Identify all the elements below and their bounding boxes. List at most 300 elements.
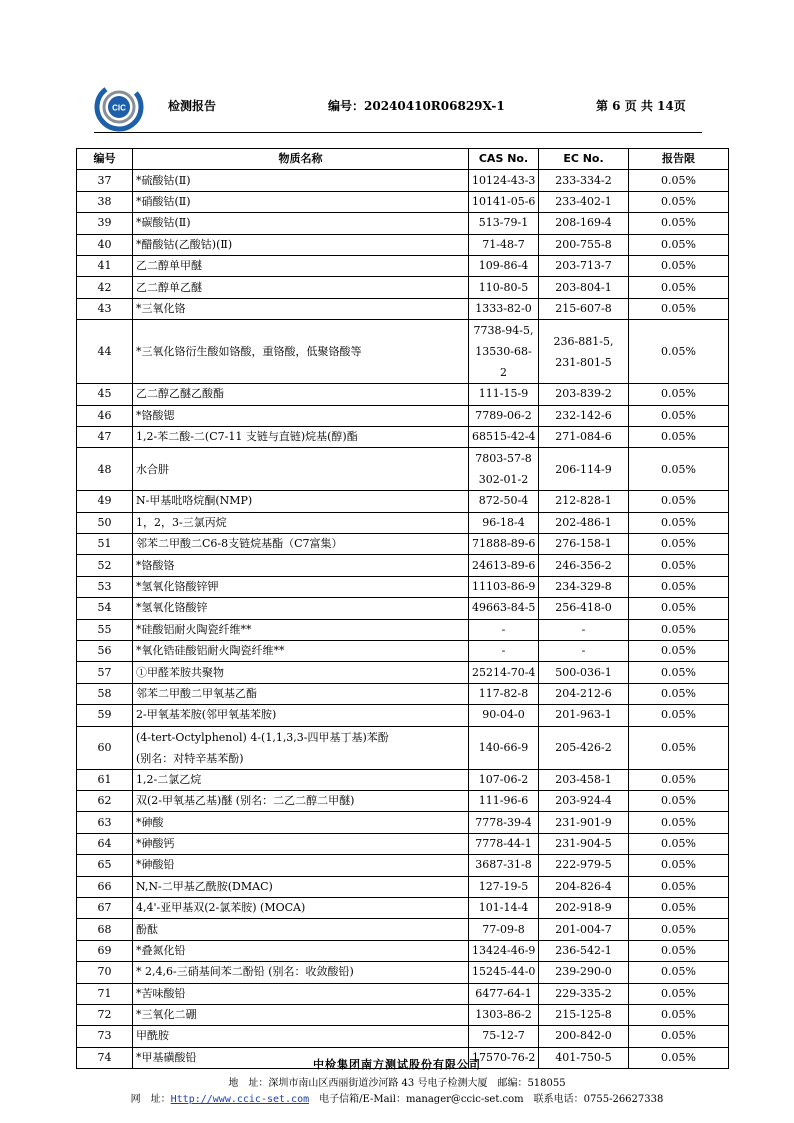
cell-number: 56 [77,641,133,662]
cell-cas-no [469,448,539,491]
cell-ec-no-line: 236-881-5, [553,334,614,348]
cell-cas-no [469,384,539,405]
cell-ec-no [539,876,629,897]
table-row [77,598,729,619]
cell-cas-no-line: 302-01-2 [478,473,529,487]
cell-number: 65 [77,855,133,876]
cell-cas-no-line: 25214-70-4 [472,665,536,679]
cell-substance-name [133,426,469,447]
cell-cas-no [469,855,539,876]
cell-ec-no-line: 201-963-1 [555,708,612,722]
cell-cas-no [469,619,539,640]
cell-substance-name [133,405,469,426]
cell-substance-name-line: 2-甲氧基苯胺(邻甲氧基苯胺) [136,708,277,722]
table-row [77,962,729,983]
cell-cas-no-line: 17570-76-2 [472,1050,536,1064]
cell-substance-name-line: 4,4'-亚甲基双(2-氯苯胺) (MOCA) [136,901,306,915]
cell-number: 51 [77,534,133,555]
cell-cas-no [469,234,539,255]
cell-cas-no [469,919,539,940]
cell-number: 37 [77,170,133,191]
col-header-limit: 报告限 [629,149,729,170]
cell-substance-name [133,962,469,983]
cell-report-limit: 0.05% [629,726,729,769]
cell-ec-no-line: 206-114-9 [555,462,612,476]
cell-report-limit: 0.05% [629,298,729,319]
cell-report-limit: 0.05% [629,790,729,811]
cell-report-limit: 0.05% [629,277,729,298]
cell-ec-no [539,555,629,576]
cell-substance-name [133,298,469,319]
cell-ec-no-line: 208-169-4 [555,216,612,230]
cell-ec-no [539,1026,629,1047]
cell-cas-no-line: 75-12-7 [482,1029,525,1043]
cell-substance-name [133,255,469,276]
cell-ec-no [539,662,629,683]
table-row [77,298,729,319]
cell-report-limit: 0.05% [629,962,729,983]
cell-cas-no [469,962,539,983]
cell-cas-no-line: 109-86-4 [478,259,529,273]
cell-substance-name-line: *三氧化铬 [136,301,186,315]
cell-ec-no-line: 233-334-2 [555,173,612,187]
cic-logo [94,82,144,132]
cell-substance-name-line: *铬酸铬 [136,558,175,572]
table-row [77,320,729,384]
cell-cas-no-line: 117-82-8 [478,687,529,700]
cell-ec-no-line: 246-356-2 [555,558,612,572]
cell-substance-name-line: 邻苯二甲酸二甲氧基乙酯 [136,687,257,700]
cell-ec-no [539,790,629,811]
cell-number: 54 [77,598,133,619]
cell-substance-name-line: *苦味酸铅 [136,986,186,1000]
footer-company: 中检集团南方测试股份有限公司 [313,1058,481,1071]
cell-report-limit: 0.05% [629,448,729,491]
cell-substance-name [133,833,469,854]
cell-cas-no-line: 96-18-4 [482,515,525,529]
cell-cas-no-line: 49663-84-5 [472,601,536,615]
col-header-name: 物质名称 [133,149,469,170]
table-row [77,619,729,640]
cell-ec-no [539,448,629,491]
cell-report-limit: 0.05% [629,405,729,426]
cell-report-limit: 0.05% [629,191,729,212]
cell-ec-no [539,619,629,640]
cell-substance-name-line: *氢氧化铬酸锌钾 [136,580,219,594]
cell-substance-name-line: ①甲醛苯胺共聚物 [136,665,224,679]
report-title: 检测报告 [168,99,217,113]
cell-substance-name-line: *氧化锆硅酸铝耐火陶瓷纤维** [136,644,285,658]
cell-number: 64 [77,833,133,854]
cell-ec-no-line: 215-607-8 [555,301,612,315]
logo-text: CIC [112,103,126,113]
cell-ec-no [539,705,629,726]
cell-cas-no-line: 11103-86-9 [472,580,536,594]
cell-cas-no-line: 111-15-9 [478,387,529,401]
cell-ec-no-line: 203-458-1 [555,772,612,786]
cell-cas-no [469,812,539,833]
cell-cas-no [469,1004,539,1025]
cell-ec-no-line: 271-084-6 [555,430,612,444]
table-row [77,1026,729,1047]
cell-cas-no-line: 71-48-7 [482,237,525,251]
cell-ec-no-line: 401-750-5 [555,1050,612,1064]
cell-cas-no [469,897,539,918]
cell-cas-no-line: 10124-43-3 [472,173,536,187]
table-row [77,833,729,854]
cell-substance-name-line: N-甲基吡咯烷酮(NMP) [136,494,253,508]
cell-substance-name-line: * 2,4,6-三硝基间苯二酚铅 (别名：收敛酸铅) [136,965,354,979]
cell-cas-no [469,170,539,191]
cell-ec-no [539,919,629,940]
cell-cas-no [469,213,539,234]
table-row [77,726,729,769]
cell-cas-no [469,662,539,683]
cell-ec-no [539,641,629,662]
cell-ec-no-line: 231-901-9 [555,815,612,829]
cell-report-limit: 0.05% [629,491,729,512]
cell-number: 46 [77,405,133,426]
cell-number: 57 [77,662,133,683]
cell-report-limit: 0.05% [629,384,729,405]
cell-ec-no [539,962,629,983]
cell-ec-no-line: 276-158-1 [555,537,612,551]
cell-ec-no-line: 256-418-0 [555,601,612,615]
footer-contact-info: 电子信箱/E-Mail：manager@ccic-set.com 联系电话：0755-26627338 [309,1094,664,1105]
table-row [77,512,729,533]
cell-substance-name-line: 邻苯二甲酸二C6-8支链烷基酯（C7富集） [136,537,343,551]
cell-report-limit: 0.05% [629,940,729,961]
cell-substance-name-line: 水合肼 [136,462,169,476]
cell-substance-name [133,448,469,491]
cell-substance-name-line: 酚酞 [136,922,158,936]
cell-report-limit: 0.05% [629,641,729,662]
cell-number: 69 [77,940,133,961]
cell-substance-name [133,619,469,640]
col-header-ec: EC No. [539,149,629,170]
cell-ec-no-line: 202-918-9 [555,901,612,915]
cell-report-limit: 0.05% [629,255,729,276]
cell-cas-no-line: 13530-68-2 [475,345,532,380]
cell-substance-name-line: 1,2-二氯乙烷 [136,772,202,786]
cell-cas-no-line: 90-04-0 [482,708,525,722]
cell-number: 39 [77,213,133,234]
cell-ec-no-line: 222-979-5 [555,858,612,872]
cell-substance-name [133,919,469,940]
cell-ec-no [539,683,629,704]
table-row [77,940,729,961]
cell-cas-no-line: 15245-44-0 [472,965,536,979]
table-row [77,769,729,790]
cell-ec-no-line: 201-004-7 [555,922,612,936]
table-row [77,897,729,918]
cell-ec-no [539,897,629,918]
cell-cas-no [469,555,539,576]
cell-substance-name [133,384,469,405]
cell-substance-name [133,598,469,619]
cell-substance-name [133,683,469,704]
cell-report-limit: 0.05% [629,213,729,234]
table-row [77,705,729,726]
cell-ec-no-line: 203-804-1 [555,280,612,294]
cell-ec-no-line: - [581,622,586,636]
cell-substance-name-line: *三氧化二硼 [136,1008,197,1022]
cell-number: 60 [77,726,133,769]
table-row [77,812,729,833]
cell-substance-name-line: N,N-二甲基乙酰胺(DMAC) [136,879,273,893]
table-row [77,170,729,191]
cell-number: 70 [77,962,133,983]
cell-cas-no-line: 7738-94-5, [473,324,534,338]
cell-substance-name-line: *三氧化铬衍生酸如铬酸，重铬酸，低聚铬酸等 [136,345,362,359]
cell-report-limit: 0.05% [629,1026,729,1047]
cell-number: 41 [77,255,133,276]
cell-substance-name [133,534,469,555]
cell-substance-name-line: *硫酸钴(Ⅱ) [136,173,191,187]
table-row [77,405,729,426]
cell-number: 61 [77,769,133,790]
cell-number: 67 [77,897,133,918]
cell-substance-name [133,769,469,790]
cell-ec-no-line: 233-402-1 [555,194,612,208]
cell-cas-no [469,298,539,319]
cell-ec-no-line: 203-839-2 [555,387,612,401]
cell-cas-no-line: - [501,622,506,636]
cell-number: 74 [77,1047,133,1068]
cell-cas-no [469,405,539,426]
cell-substance-name [133,662,469,683]
cell-ec-no [539,234,629,255]
cell-ec-no [539,1004,629,1025]
cell-report-limit: 0.05% [629,234,729,255]
cell-cas-no [469,683,539,704]
cell-substance-name [133,277,469,298]
cell-cas-no-line: 71888-89-6 [472,537,536,551]
table-row [77,491,729,512]
footer-address: 地 址：深圳市南山区西丽街道沙河路 43 号电子检测大厦 邮编：518055 [228,1078,566,1089]
cell-substance-name [133,897,469,918]
cell-substance-name-line: 双(2-甲氧基乙基)醚 (别名：二乙二醇二甲醚) [136,794,355,808]
cell-cas-no-line: 7778-44-1 [475,836,532,850]
cell-ec-no [539,170,629,191]
cell-number: 44 [77,320,133,384]
cell-number: 66 [77,876,133,897]
table-row [77,191,729,212]
page-indicator: 第 6 页 共 14页 [596,99,686,113]
cell-substance-name-line: 乙二醇乙醚乙酸酯 [136,387,224,401]
cell-substance-name-line: *砷酸 [136,815,164,829]
cell-ec-no-line: 203-924-4 [555,794,612,808]
cell-report-limit: 0.05% [629,555,729,576]
table-row [77,919,729,940]
cell-ec-no-line: 239-290-0 [555,965,612,979]
cell-report-limit: 0.05% [629,769,729,790]
cell-substance-name-line: (4-tert-Octylphenol) 4-(1,1,3,3-四甲基丁基)苯酚 [136,730,389,744]
cell-report-limit: 0.05% [629,598,729,619]
cell-substance-name [133,170,469,191]
cell-cas-no [469,598,539,619]
cell-cas-no-line: 77-09-8 [482,922,525,936]
table-row [77,641,729,662]
cell-cas-no-line: 24613-89-6 [472,558,536,572]
cell-ec-no [539,833,629,854]
cell-ec-no-line: 212-828-1 [555,494,612,508]
cell-ec-no [539,576,629,597]
cell-cas-no [469,534,539,555]
cell-substance-name [133,855,469,876]
cell-substance-name [133,705,469,726]
cell-cas-no-line: 3687-31-8 [475,858,532,872]
cell-number: 48 [77,448,133,491]
cell-number: 73 [77,1026,133,1047]
cell-ec-no [539,426,629,447]
table-body [77,170,729,1069]
col-header-cas: CAS No. [469,149,539,170]
table-header-row [77,149,729,170]
cell-report-limit: 0.05% [629,919,729,940]
footer-web-label: 网 址： [130,1094,171,1105]
cell-substance-name [133,320,469,384]
cell-ec-no [539,598,629,619]
cell-number: 42 [77,277,133,298]
cell-cas-no [469,983,539,1004]
table-row [77,213,729,234]
cell-substance-name-line: 1，2，3-三氯丙烷 [136,515,227,529]
cell-ec-no [539,277,629,298]
cell-substance-name-line: 1,2-苯二酸-二(C7-11 支链与直链)烷基(醇)酯 [136,430,358,444]
cell-number: 71 [77,983,133,1004]
footer-web-link[interactable]: Http://www.ccic-set.com [170,1094,310,1105]
cell-number: 43 [77,298,133,319]
cell-substance-name-line: (别名：对特辛基苯酚) [136,751,244,765]
cell-substance-name [133,576,469,597]
cell-ec-no-line: 202-486-1 [555,515,612,529]
cell-substance-name-line: *氢氧化铬酸锌 [136,601,208,615]
cell-report-limit: 0.05% [629,619,729,640]
cell-substance-name [133,641,469,662]
cell-substance-name [133,812,469,833]
cell-report-limit: 0.05% [629,170,729,191]
cell-substance-name-line: *硅酸铝耐火陶瓷纤维** [136,622,252,636]
cell-ec-no [539,534,629,555]
cell-cas-no-line: 872-50-4 [478,494,529,508]
cell-number: 63 [77,812,133,833]
footer-contact [0,1090,794,1105]
cell-cas-no [469,641,539,662]
cell-substance-name-line: 乙二醇单乙醚 [136,280,202,294]
cell-substance-name [133,1004,469,1025]
table-row [77,855,729,876]
cell-substance-name-line: *碳酸钴(Ⅱ) [136,216,191,230]
report-number: 编号：20240410R06829X-1 [328,99,505,113]
cell-cas-no [469,277,539,298]
cell-report-limit: 0.05% [629,320,729,384]
table-row [77,983,729,1004]
cell-cas-no [469,790,539,811]
cell-report-limit: 0.05% [629,876,729,897]
cell-cas-no-line: 101-14-4 [478,901,529,915]
cell-substance-name [133,555,469,576]
cell-cas-no [469,876,539,897]
cell-ec-no [539,491,629,512]
cell-ec-no-line: 200-842-0 [555,1029,612,1043]
cell-ec-no-line: 205-426-2 [555,741,612,755]
cell-substance-name [133,940,469,961]
cell-cas-no [469,726,539,769]
cell-number: 55 [77,619,133,640]
cell-cas-no [469,705,539,726]
cell-ec-no [539,255,629,276]
cell-substance-name-line: *砷酸铅 [136,858,175,872]
cell-ec-no-line: 234-329-8 [555,580,612,594]
cell-substance-name-line: *砷酸钙 [136,836,175,850]
cell-ec-no [539,191,629,212]
table-row [77,876,729,897]
cell-cas-no [469,833,539,854]
cell-substance-name [133,1026,469,1047]
cell-substance-name [133,983,469,1004]
substance-table [76,148,729,1069]
cell-ec-no [539,320,629,384]
cell-report-limit: 0.05% [629,897,729,918]
header-divider [94,132,702,133]
cell-ec-no-line: 236-542-1 [555,943,612,957]
cell-ec-no-line: 229-335-2 [555,986,612,1000]
cell-cas-no [469,255,539,276]
cell-report-limit: 0.05% [629,576,729,597]
cell-number: 49 [77,491,133,512]
cell-number: 40 [77,234,133,255]
cell-report-limit: 0.05% [629,662,729,683]
cell-ec-no-line: - [581,644,586,658]
cell-substance-name-line: 甲酰胺 [136,1029,169,1043]
cell-number: 53 [77,576,133,597]
cell-number: 59 [77,705,133,726]
report-header [90,82,710,138]
table-row [77,448,729,491]
cell-number: 47 [77,426,133,447]
cell-substance-name [133,790,469,811]
cell-substance-name [133,213,469,234]
table-row [77,1004,729,1025]
cell-report-limit: 0.05% [629,705,729,726]
table-row [77,277,729,298]
cell-number: 52 [77,555,133,576]
cell-report-limit: 0.05% [629,1047,729,1068]
cell-ec-no-line: 500-036-1 [555,665,612,679]
col-header-number: 编号 [77,149,133,170]
cell-cas-no-line: 68515-42-4 [472,430,536,444]
cell-cas-no [469,769,539,790]
table-row [77,662,729,683]
cell-substance-name [133,191,469,212]
cell-ec-no-line: 231-904-5 [555,836,612,850]
cell-report-limit: 0.05% [629,855,729,876]
cell-number: 50 [77,512,133,533]
cell-ec-no [539,940,629,961]
cell-number: 62 [77,790,133,811]
cell-ec-no-line: 215-125-8 [555,1008,612,1022]
cell-cas-no-line: - [501,644,506,658]
cell-cas-no [469,1026,539,1047]
cell-ec-no [539,213,629,234]
cell-cas-no-line: 7803-57-8 [475,452,532,466]
cell-substance-name [133,491,469,512]
table-row [77,683,729,704]
cell-report-limit: 0.05% [629,983,729,1004]
cell-ec-no [539,983,629,1004]
cell-cas-no-line: 7778-39-4 [475,815,532,829]
